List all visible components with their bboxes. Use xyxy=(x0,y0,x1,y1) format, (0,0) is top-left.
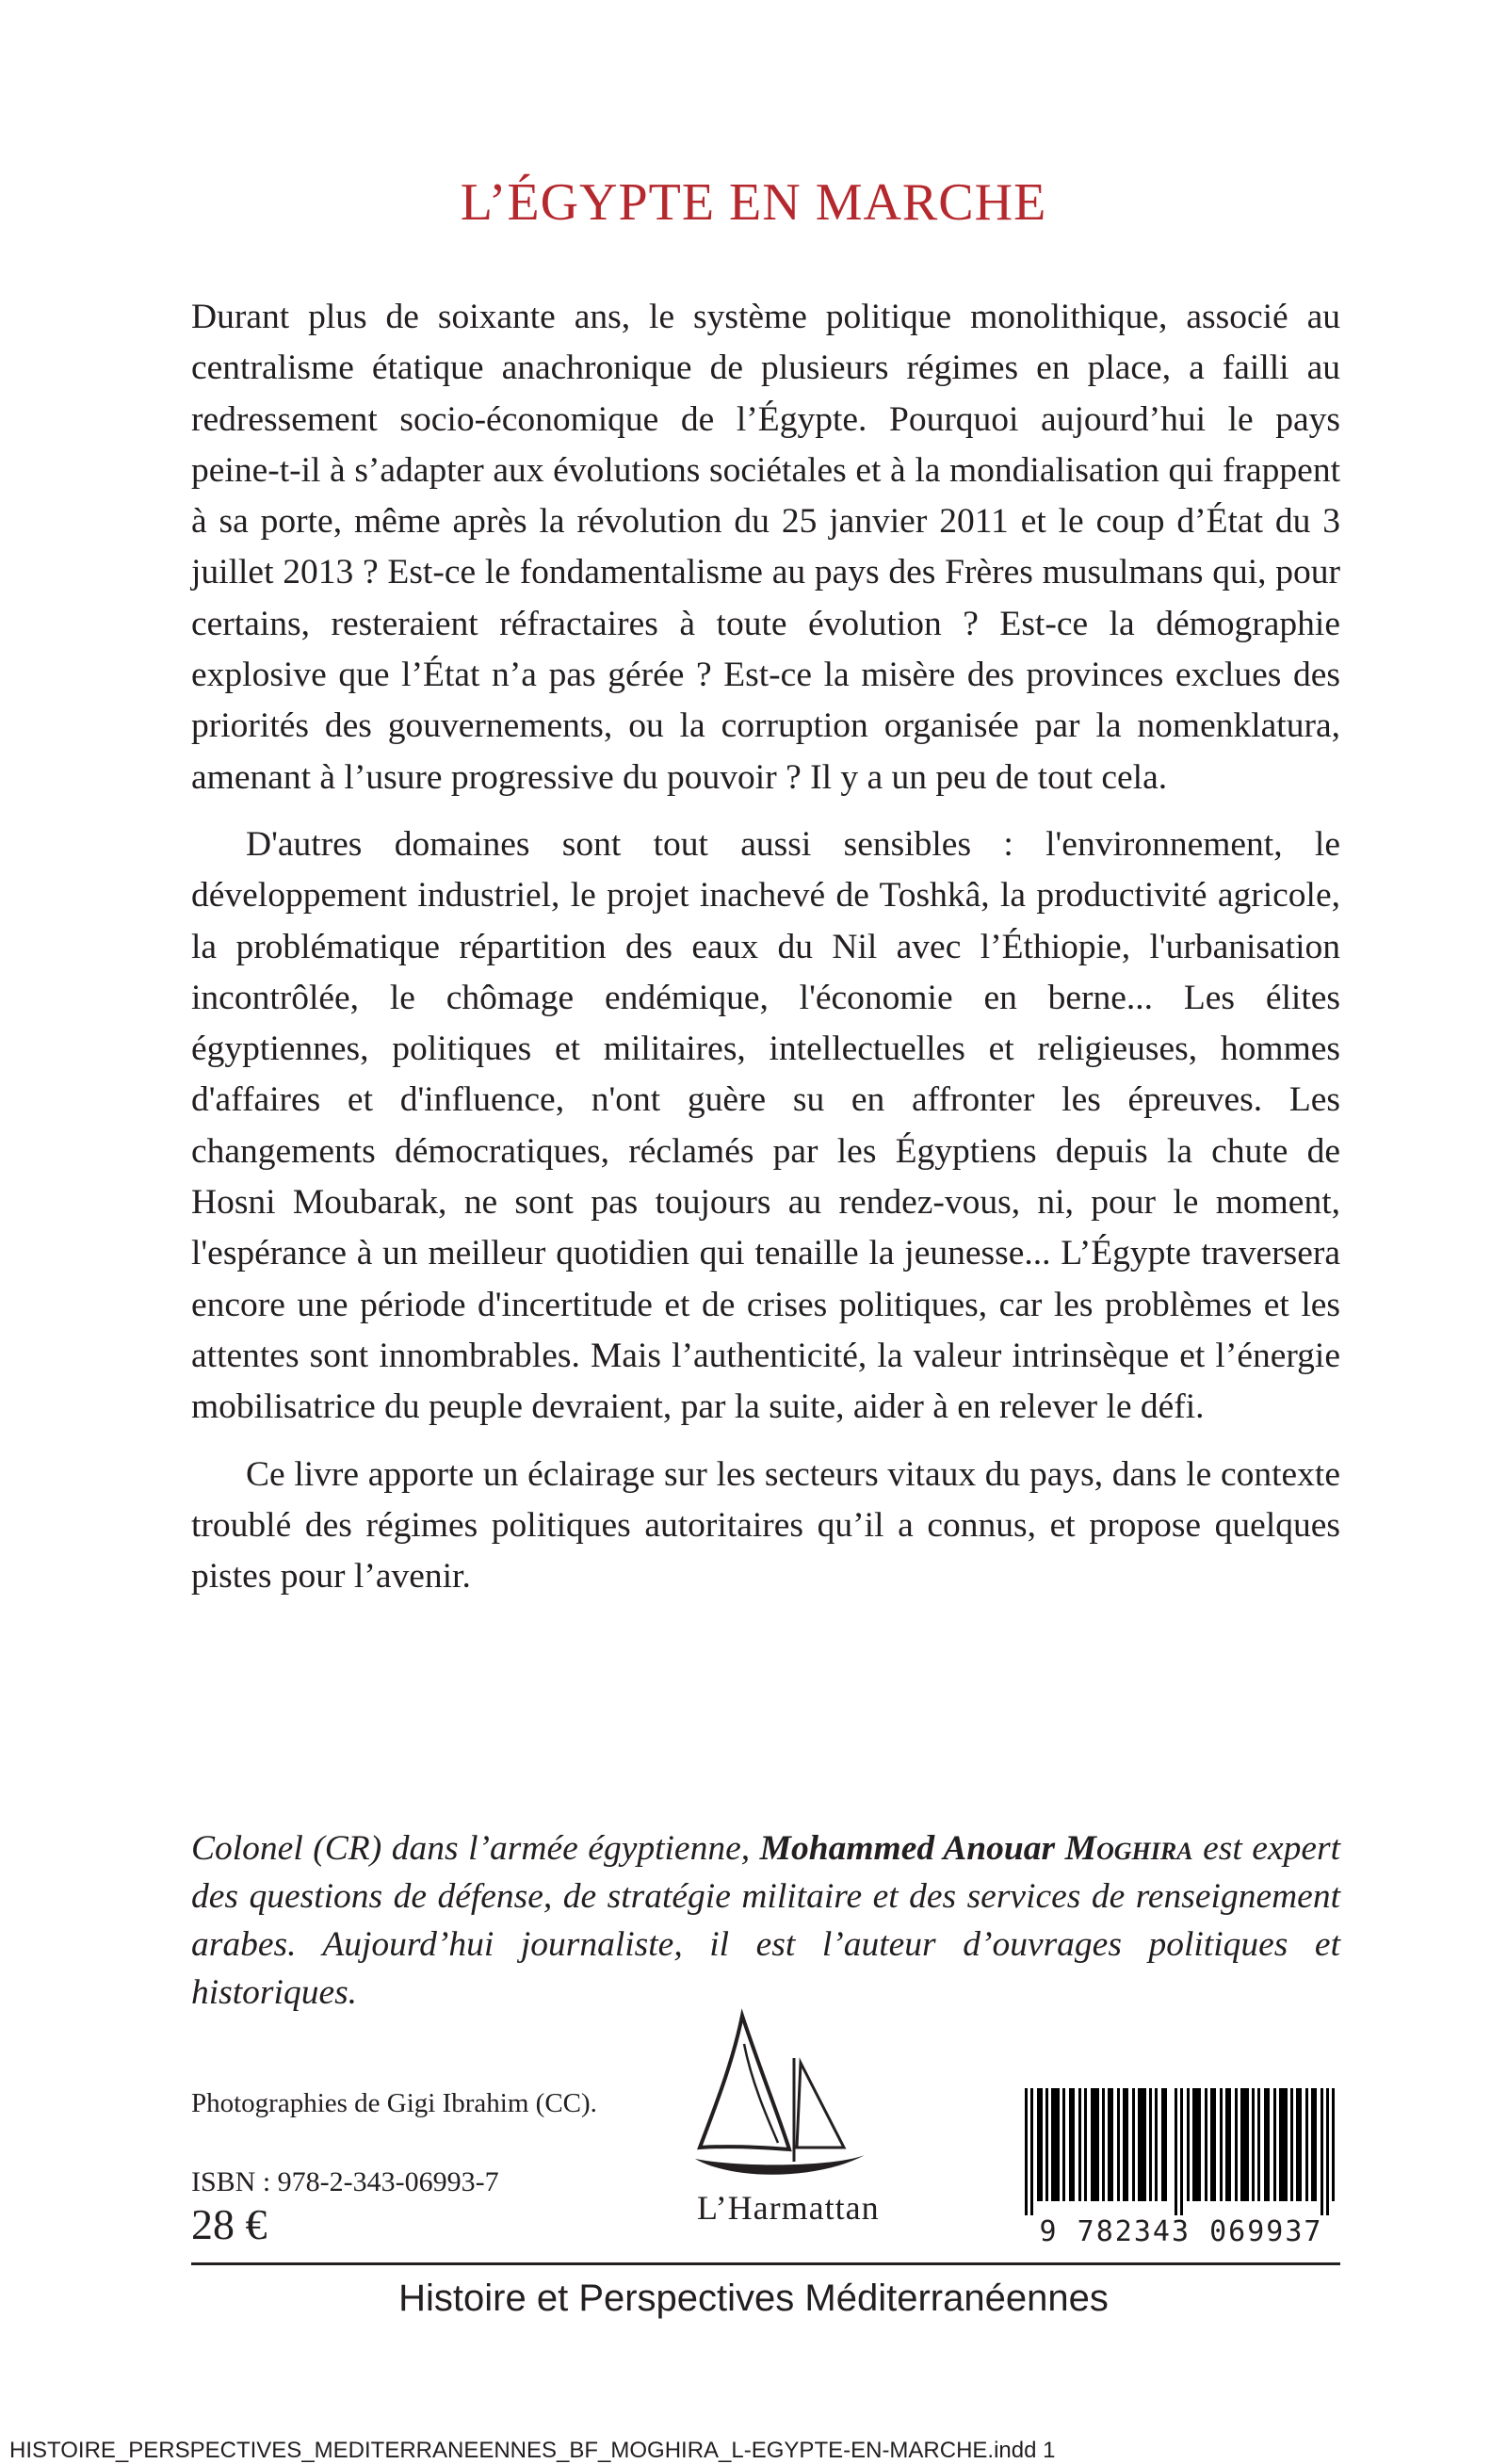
barcode-icon xyxy=(1025,2088,1336,2215)
isbn: ISBN : 978-2-343-06993-7 xyxy=(191,2166,499,2197)
blurb-paragraph-3: Ce livre apporte un éclairage sur les secteurs vitaux du pays, dans le contexte troublé des régimes politiques autoritaires qu’il a connus, et propose quelques pistes pour l’avenir. xyxy=(191,1454,1340,1597)
back-cover-blurb xyxy=(191,292,1340,1618)
blurb-paragraph-1: Durant plus de soixante ans, le système politique monolithique, associé au centralisme étatique anachronique de plusieurs régimes en place, a failli au redressement socio-économique de l’Égypte. Pourquoi aujourd’hui le pays peine-t-il à s’adapter aux évolutions sociétales et à la mondialisation qui frappent à sa porte, même après la révolution du 25 janvier 2011 et le coup d’État du 3 juillet 2013 ? Est-ce le fondamentalisme au pays des Frères musulmans qui, pour certains, resteraient réfractaires à toute évolution ? Est-ce la démographie explosive que l’État n’a pas gérée ? Est-ce la misère des provinces exclues des priorités des gouvernements, ou la corruption organisée par la nomenklatura, amenant à l’usure progressive du pouvoir ? Il y a un peu de tout cela. xyxy=(191,298,1340,797)
publisher-name: L’Harmattan xyxy=(697,2189,880,2227)
photo-credits: Photographies de Gigi Ibrahim (CC). xyxy=(191,2088,597,2118)
print-slug: HISTOIRE_PERSPECTIVES_MEDITERRANEENNES_BF_MOGHIRA_L-EGYPTE-EN-MARCHE.indd 1 xyxy=(9,2438,1056,2463)
author-name xyxy=(760,1829,1193,1868)
barcode-digits: 9 782343 069937 xyxy=(1039,2215,1323,2248)
collection-name: Histoire et Perspectives Méditerranéennes xyxy=(398,2278,1109,2319)
bio-prefix: Colonel (CR) dans l’armée égyptienne, xyxy=(191,1829,760,1868)
blurb-paragraph-2: D'autres domaines sont tout aussi sensibles : l'environnement, le développement industriel, le projet inachevé de Toshkâ, la productivité agricole, la problématique répartition des eaux du Nil avec l’Éthiopie, l'urbanisation incontrôlée, le chômage endémique, l'économie en berne... Les élites égyptiennes, politiques et militaires, intellectuelles et religieuses, hommes d'affaires et d'influence, n'ont guère su en affronter les épreuves. Les changements démocratiques, réclamés par les Égyptiens depuis la chute de Hosni Moubarak, ne sont pas toujours au rendez-vous, ni, pour le moment, l'espérance à un meilleur quotidien qui tenaille la jeunesse... L’Égypte traversera encore une période d'incertitude et de crises politiques, car les problèmes et les attentes sont innombrables. Mais l’authenticité, la valeur intrinsèque et l’énergie mobilisatrice du peuple devraient, par la suite, aider à en relever le défi. xyxy=(191,824,1340,1427)
author-first-name: Mohammed Anouar xyxy=(759,1829,1065,1868)
author-last-name: Moghira xyxy=(1064,1829,1193,1868)
author-bio xyxy=(191,1824,1340,2017)
book-title: L’ÉGYPTE EN MARCHE xyxy=(460,173,1047,232)
bio-suffix: est expert des questions de défense, de stratégie militaire et des services de renseignement arabes. Aujourd’hui journaliste, il est l’auteur d’ouvrages politiques et historiques. xyxy=(191,1829,1340,2012)
price: 28 € xyxy=(191,2200,267,2248)
divider xyxy=(191,2262,1340,2265)
